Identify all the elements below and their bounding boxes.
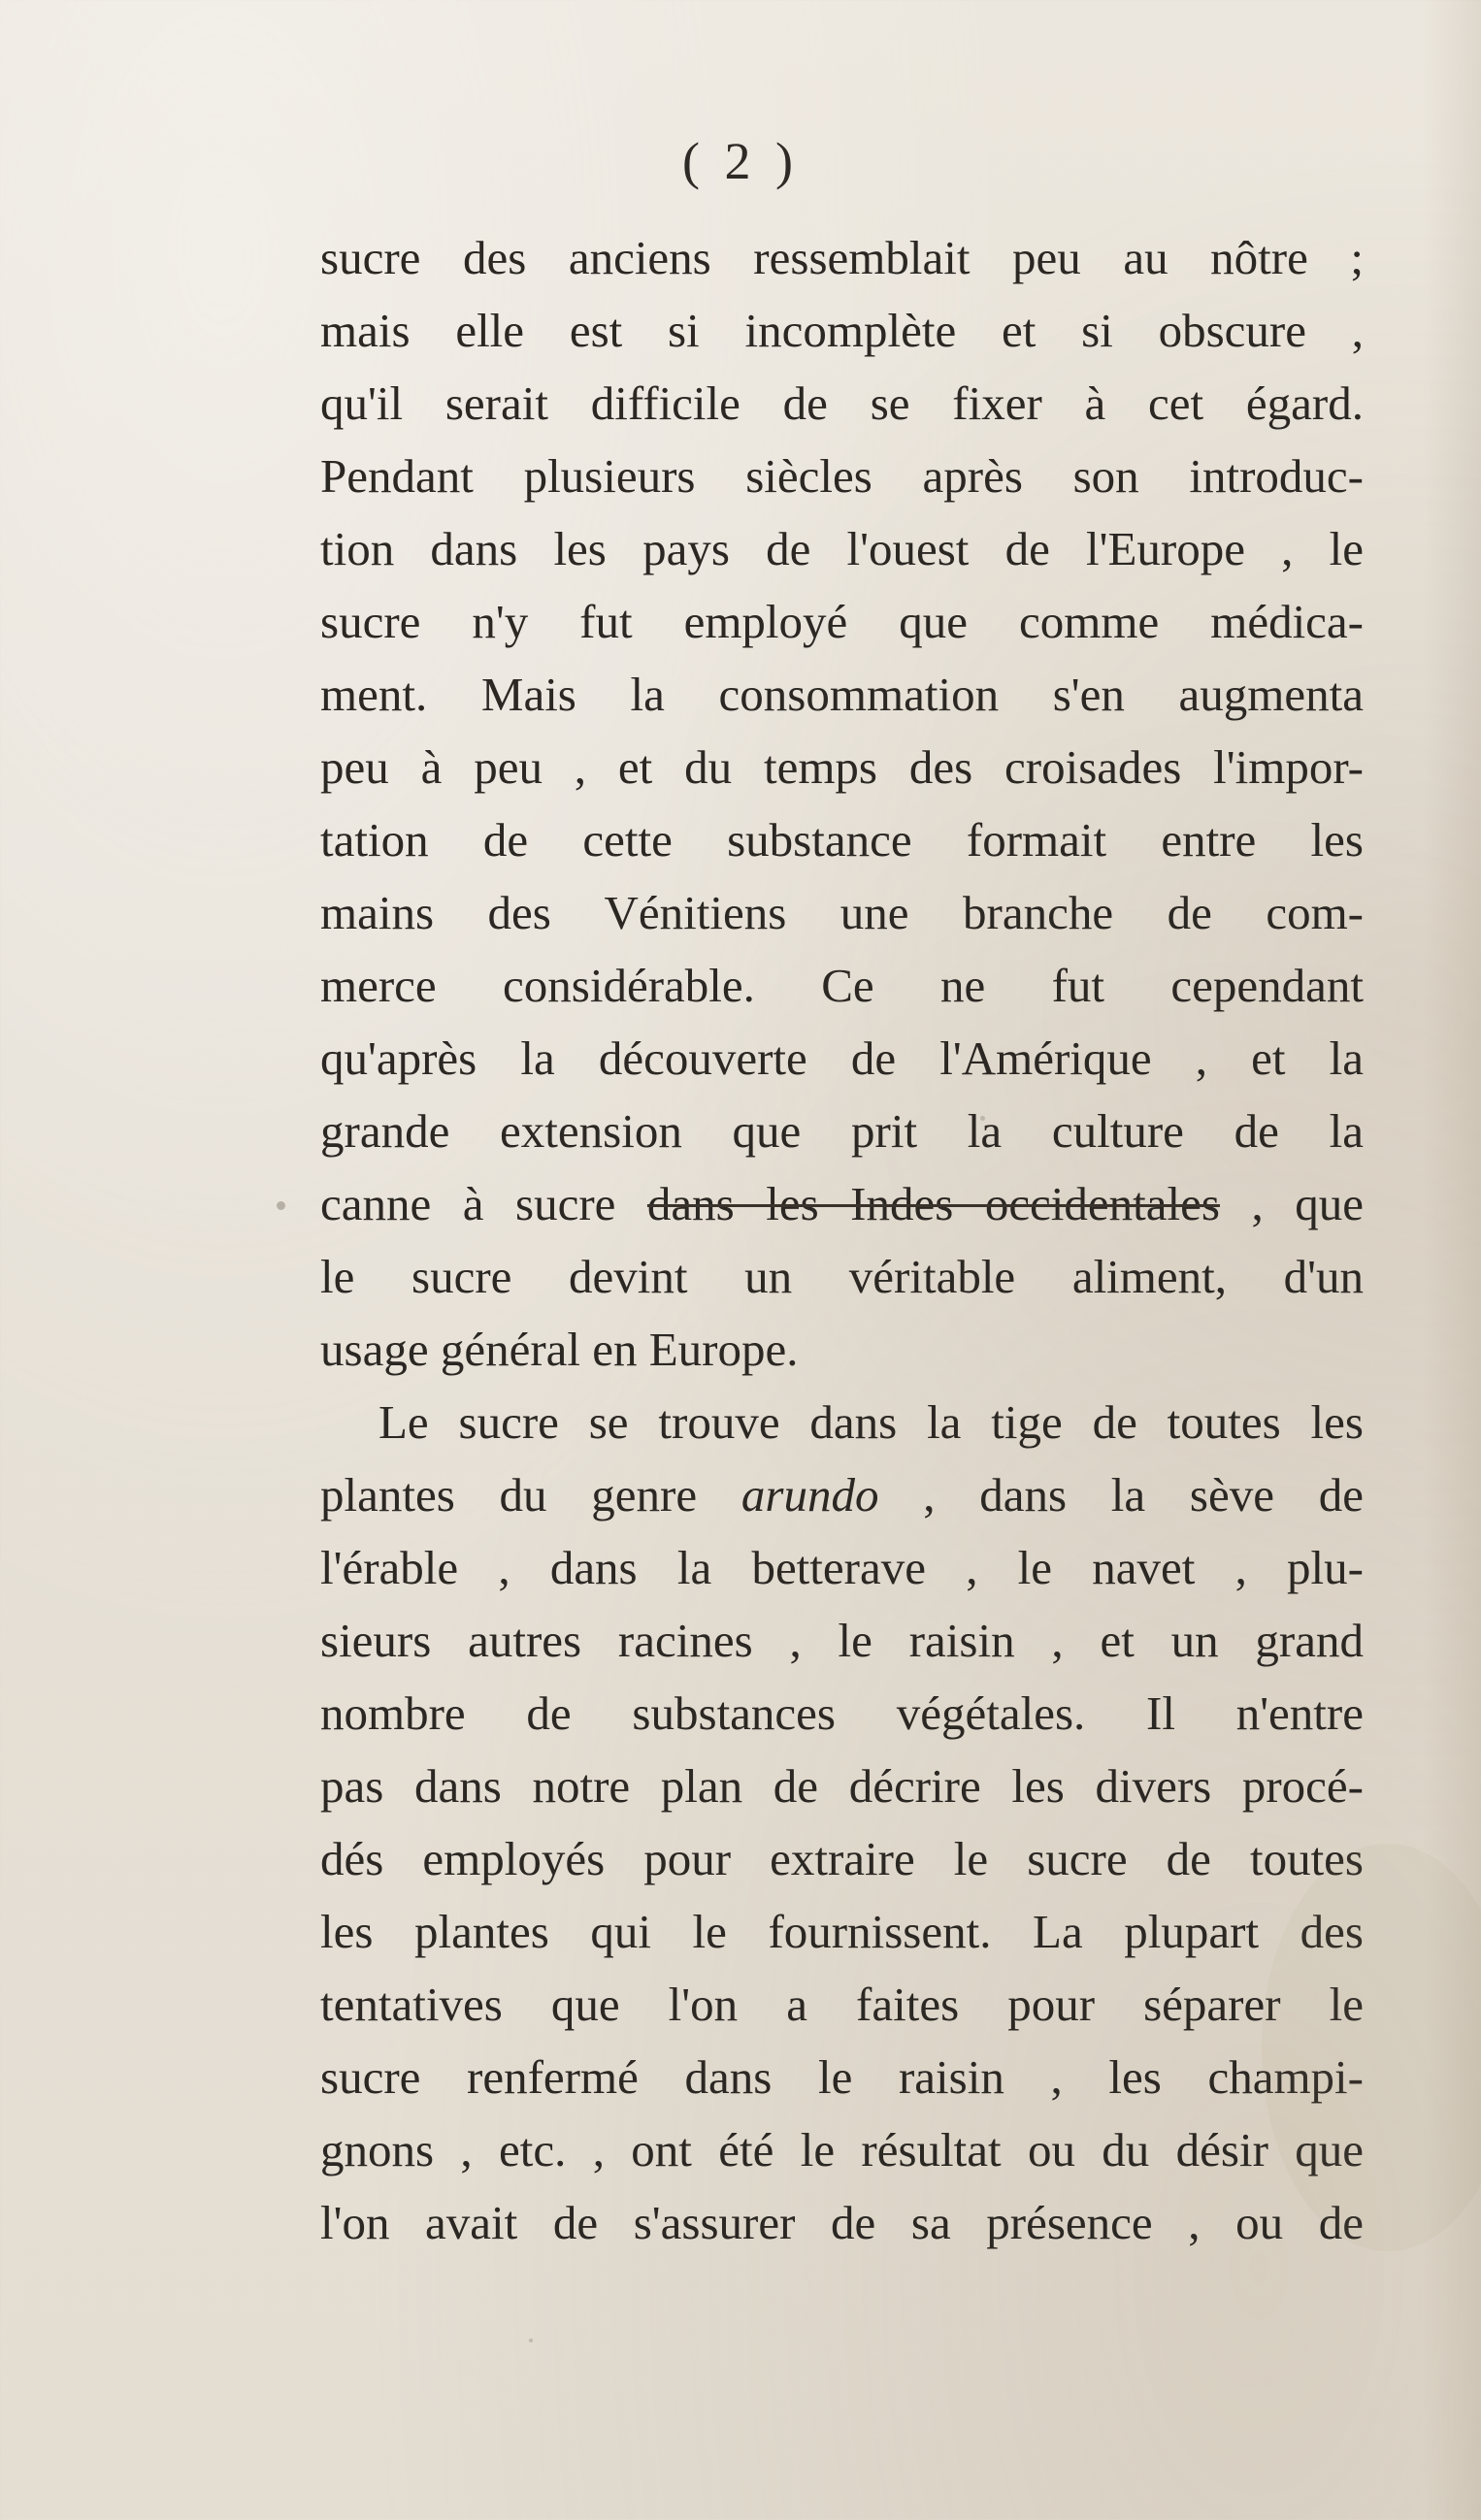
text-line: qu'il serait difficile de se fixer à cet égard.: [320, 376, 1364, 430]
text-line: les plantes qui le fournissent. La plupart des: [320, 1905, 1364, 1958]
text-line: l'on avait de s'assurer de sa présence , ou de: [320, 2196, 1364, 2249]
text-line: Le sucre se trouve dans la tige de toutes les: [378, 1395, 1364, 1449]
text-line: tion dans les pays de l'ouest de l'Europe , le: [320, 522, 1364, 575]
paper-speck: [529, 2339, 533, 2342]
text-line: sieurs autres racines , le raisin , et un grand: [320, 1614, 1364, 1667]
italic-term: arundo: [740, 1468, 879, 1522]
text-line: Pendant plusieurs siècles après son introduc-: [320, 449, 1364, 503]
text-line-with-strikethrough: [320, 1167, 1364, 1240]
text-line: tation de cette substance formait entre les: [320, 813, 1364, 867]
page-edge-shadow: [1423, 0, 1481, 2520]
text-line: sucre renfermé dans le raisin , les champi-: [320, 2050, 1364, 2104]
text-line: usage général en Europe.: [320, 1323, 799, 1376]
text-line: l'érable , dans la betterave , le navet , plu-: [320, 1541, 1364, 1594]
text-segment: , que: [1219, 1177, 1364, 1230]
text-line: qu'après la découverte de l'Amérique , et la: [320, 1031, 1364, 1085]
text-line: mains des Vénitiens une branche de com-: [320, 886, 1364, 939]
text-segment: canne à sucre: [320, 1177, 647, 1230]
text-segment: plantes du genre: [320, 1468, 741, 1522]
paper-speck: [277, 1201, 285, 1210]
text-block: [320, 221, 1364, 2259]
text-line: sucre des anciens ressemblait peu au nôtre ;: [320, 231, 1364, 284]
text-line: mais elle est si incomplète et si obscure ,: [320, 304, 1364, 357]
text-line: le sucre devint un véritable aliment, d'un: [320, 1250, 1364, 1303]
text-line: merce considérable. Ce ne fut cependant: [320, 959, 1364, 1012]
page-number: ( 2 ): [682, 132, 799, 190]
text-line: sucre n'y fut employé que comme médica-: [320, 595, 1364, 648]
text-line: gnons , etc. , ont été le résultat ou du désir que: [320, 2123, 1364, 2176]
text-line: ment. Mais la consommation s'en augmenta: [320, 668, 1364, 721]
text-line: dés employés pour extraire le sucre de toutes: [320, 1832, 1364, 1885]
text-line-with-italic: [320, 1458, 1364, 1531]
text-line: peu à peu , et du temps des croisades l'impor-: [320, 740, 1364, 794]
text-line: tentatives que l'on a faites pour séparer le: [320, 1978, 1364, 2031]
text-line: grande extension que prit la culture de la: [320, 1104, 1364, 1158]
struck-text: dans les Indes occidentales: [646, 1177, 1220, 1230]
text-line: pas dans notre plan de décrire les divers procé-: [320, 1759, 1364, 1813]
text-segment: , dans la sève de: [878, 1468, 1365, 1522]
text-line: nombre de substances végétales. Il n'entre: [320, 1686, 1364, 1740]
